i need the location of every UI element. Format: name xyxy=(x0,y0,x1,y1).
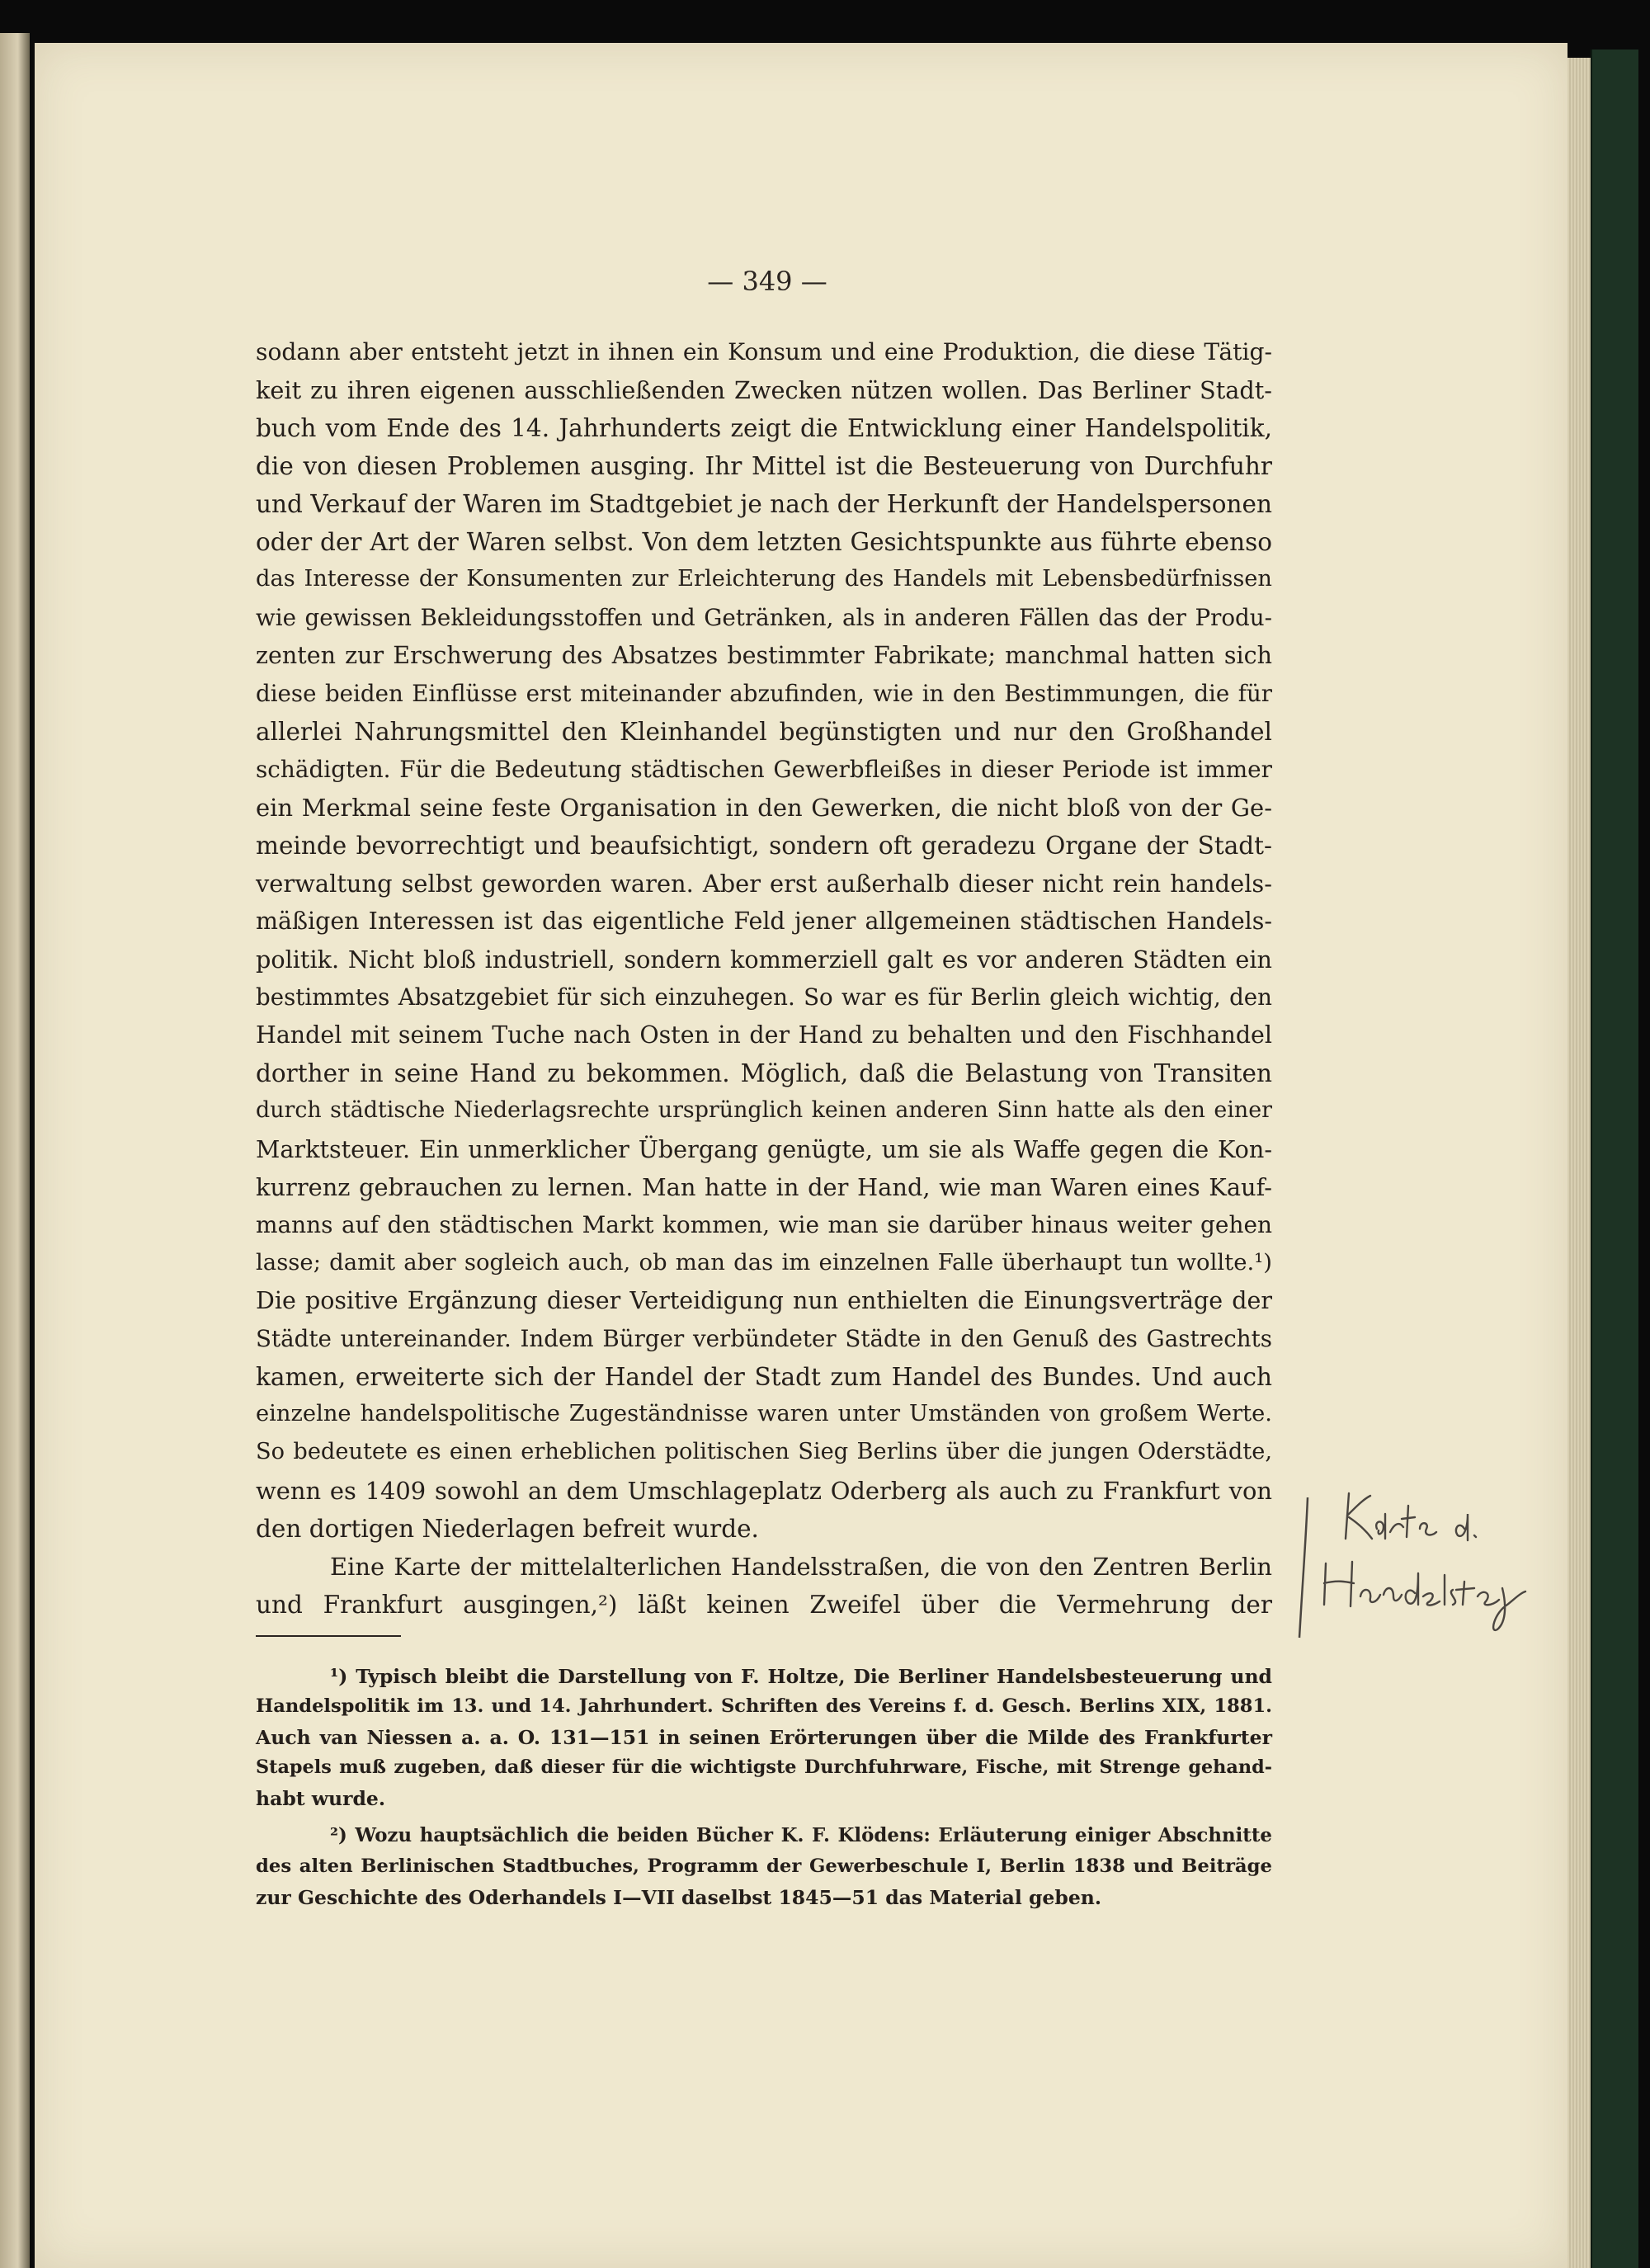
text-line: die von diesen Problemen ausging. Ihr Mittel ist die Besteuerung von Durchfuhr xyxy=(256,452,1272,480)
text-line: Die positive Ergänzung dieser Verteidigung nun enthielten die Einungsverträge der xyxy=(256,1287,1272,1314)
text-line: meinde bevorrechtigt und beaufsichtigt, sondern oft geradezu Organe der Stadt- xyxy=(256,832,1272,860)
text-line: ein Merkmal seine feste Organisation in den Gewerken, die nicht bloß von der Ge- xyxy=(256,794,1272,822)
text-line: das Interesse der Konsumenten zur Erleichterung des Handels mit Lebensbedürfnissen xyxy=(256,566,1272,592)
text-line: manns auf den städtischen Markt kommen, wie man sie darüber hinaus weiter gehen xyxy=(256,1211,1272,1238)
text-line: bestimmtes Absatzgebiet für sich einzuhegen. So war es für Berlin gleich wichtig, den xyxy=(256,983,1272,1011)
text-line: verwaltung selbst geworden waren. Aber erst außerhalb dieser nicht rein handels- xyxy=(256,870,1272,898)
footnote-separator xyxy=(256,1635,401,1637)
footnote-line: habt wurde. xyxy=(256,1787,386,1810)
text-line: keit zu ihren eigenen ausschließenden Zwecken nützen wollen. Das Berliner Stadt- xyxy=(256,376,1272,404)
handwritten-margin-note xyxy=(1291,1481,1547,1646)
text-line: So bedeutete es einen erheblichen politischen Sieg Berlins über die jungen Oderstädte, xyxy=(256,1439,1272,1464)
footnote-line: Stapels muß zugeben, daß dieser für die wichtigste Durchfuhrware, Fische, mit Strenge gehand- xyxy=(256,1756,1272,1778)
text-line: kamen, erweiterte sich der Handel der Stadt zum Handel des Bundes. Und auch xyxy=(256,1363,1272,1391)
text-line: diese beiden Einflüsse erst miteinander abzufinden, wie in den Bestimmungen, die für xyxy=(256,680,1272,707)
text-line: Städte untereinander. Indem Bürger verbündeter Städte in den Genuß des Gastrechts xyxy=(256,1325,1272,1352)
footnote-line: Handelspolitik im 13. und 14. Jahrhundert. Schriften des Vereins f. d. Gesch. Berlins XIX, 1881. xyxy=(256,1695,1272,1717)
text-line: einzelne handelspolitische Zugeständnisse waren unter Umständen von großem Werte. xyxy=(256,1401,1272,1426)
text-line: Eine Karte der mittelalterlichen Handelsstraßen, die von den Zentren Berlin xyxy=(330,1553,1272,1581)
facing-page-edge xyxy=(0,33,30,2268)
text-line: wenn es 1409 sowohl an dem Umschlageplatz Oderberg als auch zu Frankfurt von xyxy=(256,1477,1272,1505)
book-fore-edge xyxy=(1568,58,1591,2268)
text-line: wie gewissen Bekleidungsstoffen und Getränken, als in anderen Fällen das der Produ- xyxy=(256,604,1272,631)
text-line: oder der Art der Waren selbst. Von dem letzten Gesichtspunkte aus führte ebenso xyxy=(256,528,1272,556)
text-line: schädigten. Für die Bedeutung städtischen Gewerbfleißes in dieser Periode ist immer xyxy=(256,756,1272,783)
footnote-line: ¹) Typisch bleibt die Darstellung von F. Holtze, Die Berliner Handelsbesteuerung und xyxy=(330,1665,1272,1688)
footnote-line: Auch van Niessen a. a. O. 131—151 in seinen Erörterungen über die Milde des Frankfurter xyxy=(256,1726,1272,1749)
text-line: Handel mit seinem Tuche nach Osten in der Hand zu behalten und den Fischhandel xyxy=(256,1021,1272,1049)
text-line: sodann aber entsteht jetzt in ihnen ein Konsum und eine Produktion, die diese Tätig- xyxy=(256,338,1272,365)
footnote-line: ²) Wozu hauptsächlich die beiden Bücher K. F. Klödens: Erläuterung einiger Abschnitte xyxy=(330,1825,1272,1846)
text-line: buch vom Ende des 14. Jahrhunderts zeigt die Entwicklung einer Handelspolitik, xyxy=(256,414,1272,442)
text-line: dorther in seine Hand zu bekommen. Möglich, daß die Belastung von Transiten xyxy=(256,1059,1272,1087)
text-line: zenten zur Erschwerung des Absatzes bestimmter Fabrikate; manchmal hatten sich xyxy=(256,642,1272,669)
text-line: allerlei Nahrungsmittel den Kleinhandel begünstigten und nur den Großhandel xyxy=(256,718,1272,746)
text-line: kurrenz gebrauchen zu lernen. Man hatte in der Hand, wie man Waren eines Kauf- xyxy=(256,1173,1272,1201)
footnote-line: zur Geschichte des Oderhandels I—VII daselbst 1845—51 das Material geben. xyxy=(256,1886,1102,1909)
footnote-line: des alten Berlinischen Stadtbuches, Programm der Gewerbeschule I, Berlin 1838 und Beiträge xyxy=(256,1855,1272,1877)
text-line: durch städtische Niederlagsrechte ursprünglich keinen anderen Sinn hatte als den einer xyxy=(256,1097,1272,1123)
text-line: und Verkauf der Waren im Stadtgebiet je nach der Herkunft der Handelspersonen xyxy=(256,490,1272,518)
page-number: — 349 — xyxy=(707,266,827,297)
book-cover-edge xyxy=(1591,50,1638,2268)
text-line: lasse; damit aber sogleich auch, ob man das im einzelnen Falle überhaupt tun wollte.¹) xyxy=(256,1249,1272,1275)
text-line: mäßigen Interessen ist das eigentliche Feld jener allgemeinen städtischen Handels- xyxy=(256,908,1272,935)
text-line: politik. Nicht bloß industriell, sondern kommerziell galt es vor anderen Städten ein xyxy=(256,945,1272,974)
text-line: Marktsteuer. Ein unmerklicher Übergang genügte, um sie als Waffe gegen die Kon- xyxy=(256,1135,1272,1163)
text-line: und Frankfurt ausgingen,²) läßt keinen Zweifel über die Vermehrung der xyxy=(256,1591,1272,1619)
text-line: den dortigen Niederlagen befreit wurde. xyxy=(256,1515,759,1543)
